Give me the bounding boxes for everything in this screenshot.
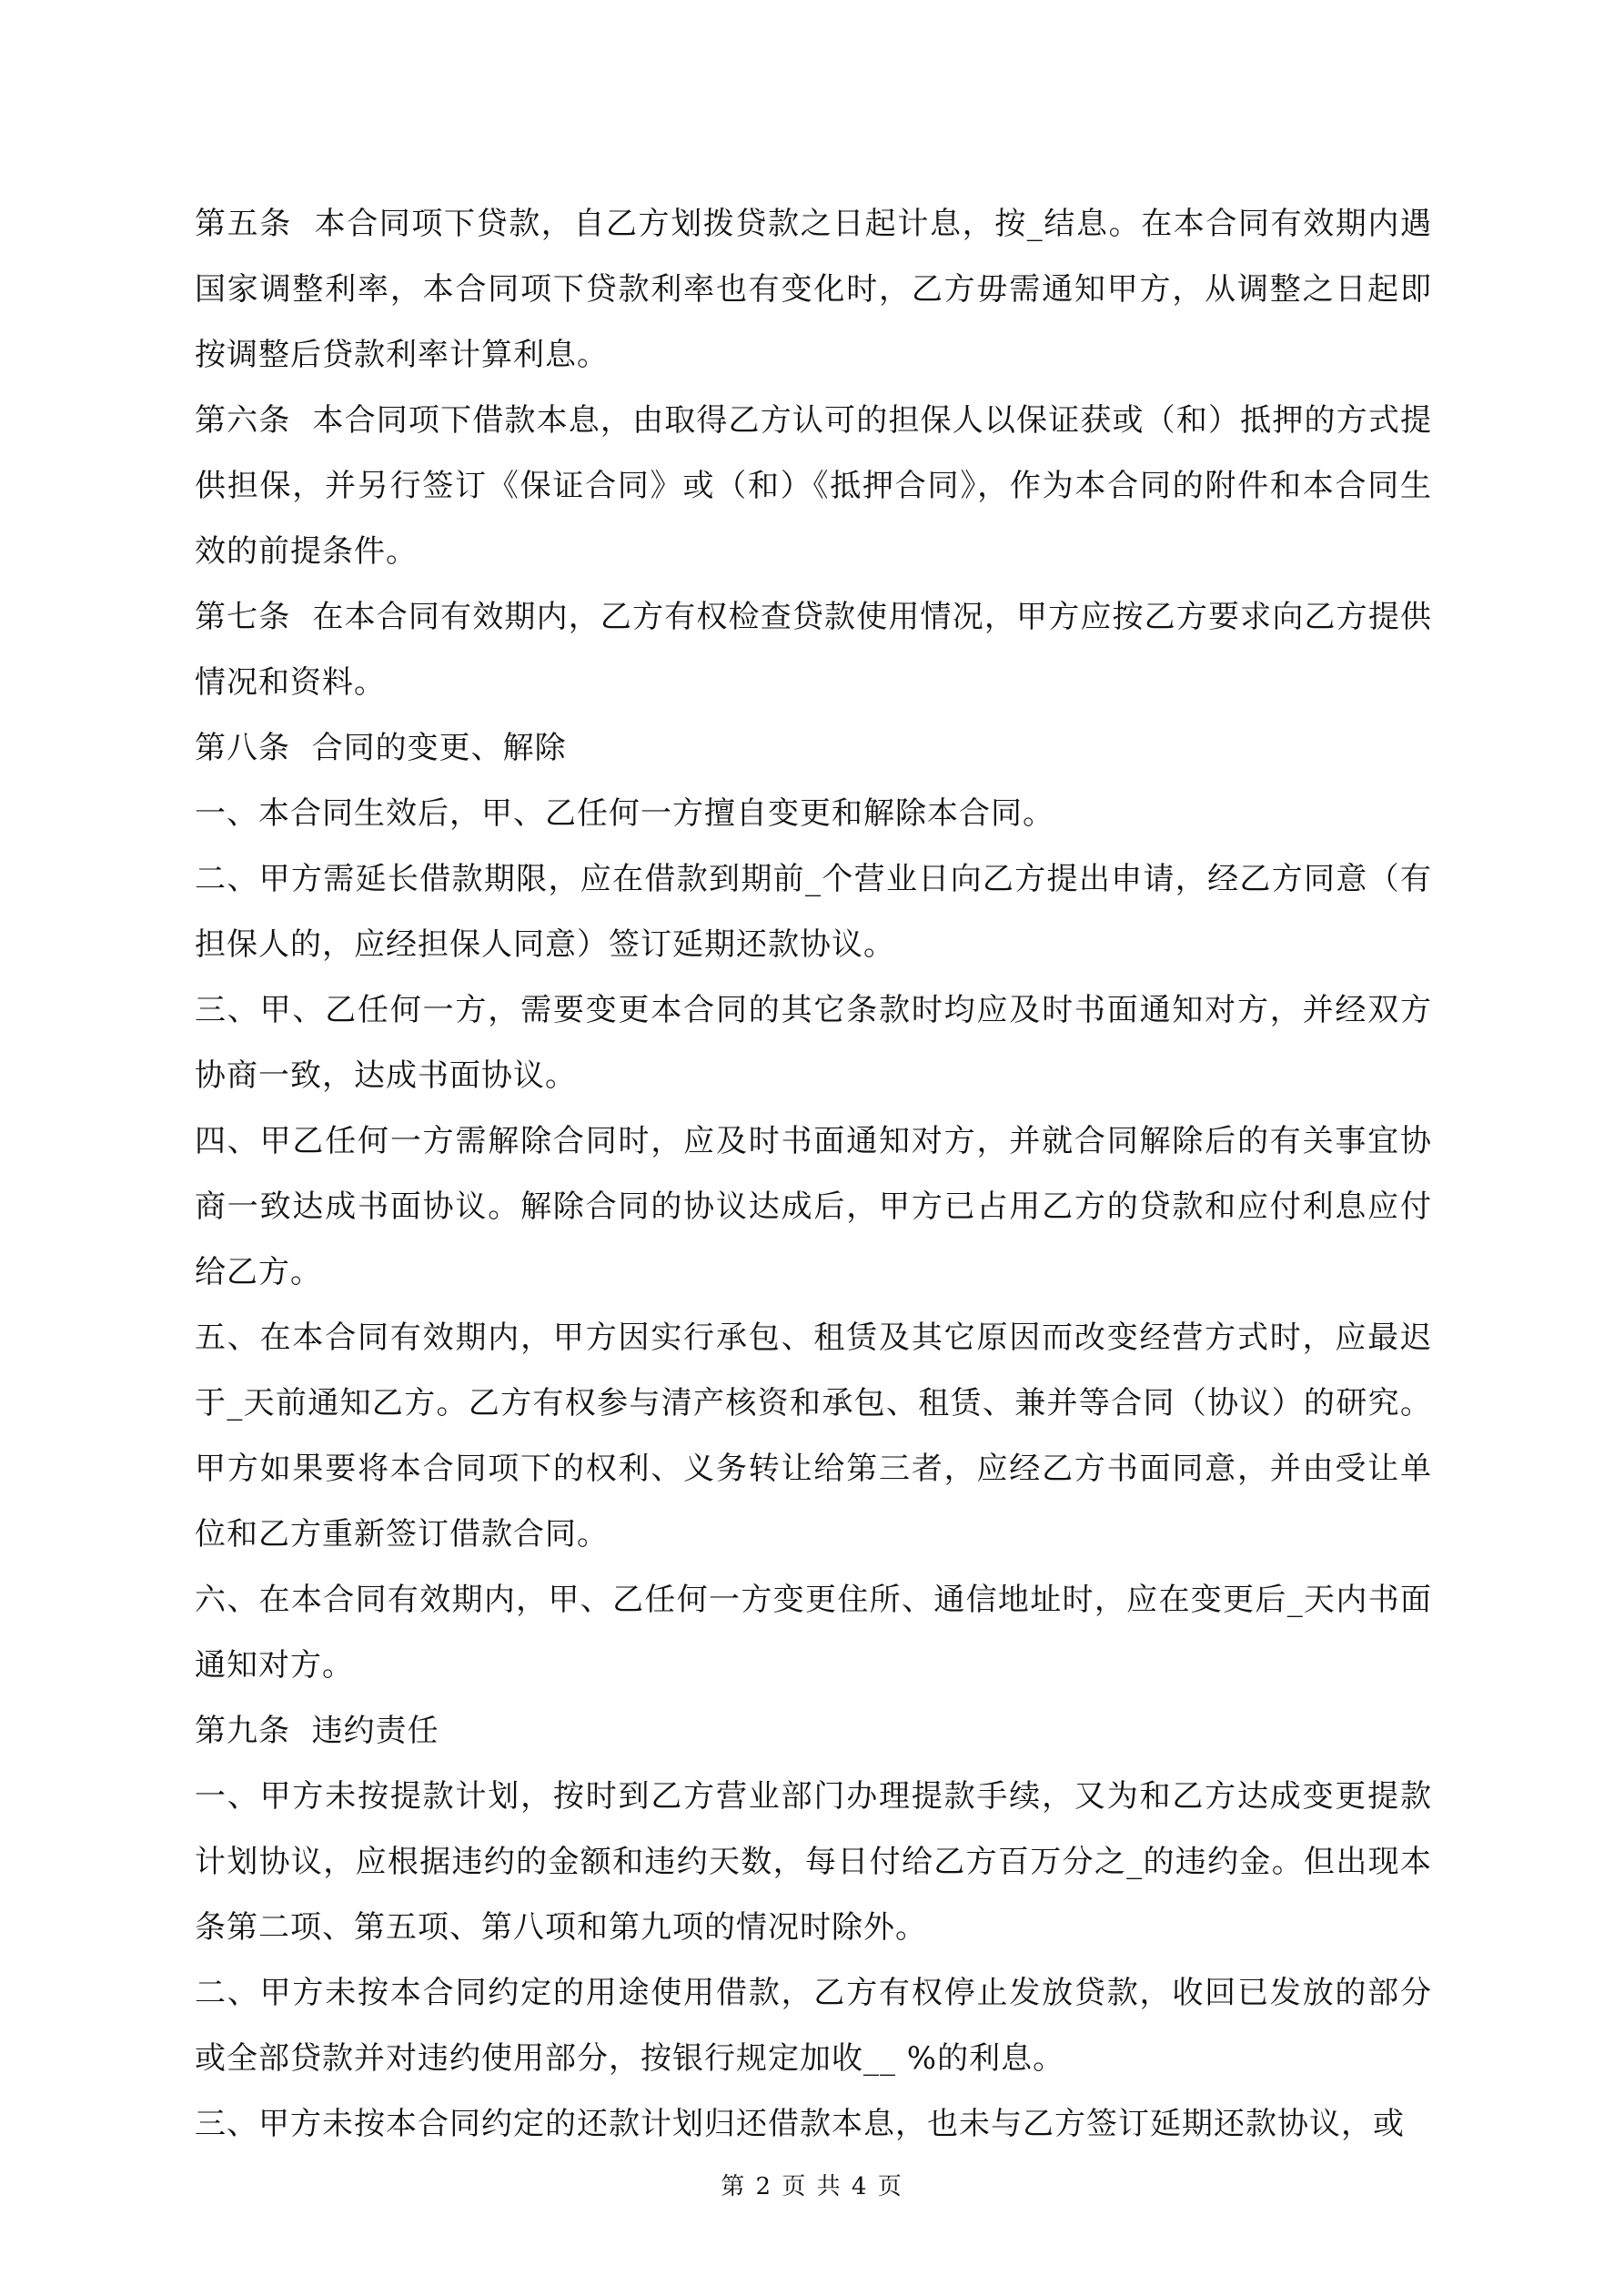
article-8-clause-4: 四、甲乙任何一方需解除合同时，应及时书面通知对方，并就合同解除后的有关事宜协商一致达成书面协议。解除合同的协议达成后，甲方已占用乙方的贷款和应付利息应付给乙方。 xyxy=(195,1123,1432,1290)
article-9-clause-2: 二、甲方未按本合同约定的用途使用借款，乙方有权停止发放贷款，收回已发放的部分或全部贷款并对违约使用部分，按银行规定加收__ %的利息。 xyxy=(195,1975,1432,2077)
article-5-paragraph: 第五条 本合同项下贷款，自乙方划拨贷款之日起计息，按_结息。在本合同有效期内遇国家调整利率，本合同项下贷款利率也有变化时，乙方毋需通知甲方，从调整之日起即按调整后贷款利率计算利息。 xyxy=(195,206,1432,373)
article-8-clause-6: 六、在本合同有效期内，甲、乙任何一方变更住所、通信地址时，应在变更后_天内书面通知对方。 xyxy=(195,1582,1432,1684)
article-8-heading: 第八条 合同的变更、解除 xyxy=(195,730,567,766)
article-8-clause-5: 五、在本合同有效期内，甲方因实行承包、租赁及其它原因而改变经营方式时，应最迟于_天前通知乙方。乙方有权参与清产核资和承包、租赁、兼并等合同（协议）的研究。甲方如果要将本合同项下的权利、义务转让给第三者，应经乙方书面同意，并由受让单位和乙方重新签订借款合同。 xyxy=(195,1320,1432,1553)
document-body xyxy=(195,191,1432,2157)
article-6-paragraph: 第六条 本合同项下借款本息，由取得乙方认可的担保人以保证获或（和）抵押的方式提供担保，并另行签订《保证合同》或（和）《抵押合同》，作为本合同的附件和本合同生效的前提条件。 xyxy=(195,402,1432,570)
page-number-footer: 第 2 页 共 4 页 xyxy=(721,2173,903,2200)
article-8-clause-3: 三、甲、乙任何一方，需要变更本合同的其它条款时均应及时书面通知对方，并经双方协商一致，达成书面协议。 xyxy=(195,992,1432,1094)
article-8-clause-1: 一、本合同生效后，甲、乙任何一方擅自变更和解除本合同。 xyxy=(195,795,1054,832)
article-9-clause-3: 三、甲方未按本合同约定的还款计划归还借款本息，也未与乙方签订延期还款协议，或 xyxy=(195,2106,1405,2142)
article-9-heading: 第九条 违约责任 xyxy=(195,1713,439,1749)
article-9-clause-1: 一、甲方未按提款计划，按时到乙方营业部门办理提款手续，又为和乙方达成变更提款计划协议，应根据违约的金额和违约天数，每日付给乙方百万分之_的违约金。但出现本条第二项、第五项、第八项和第九项的情况时除外。 xyxy=(195,1778,1432,1946)
article-8-clause-2: 二、甲方需延长借款期限，应在借款到期前_个营业日向乙方提出申请，经乙方同意（有担保人的，应经担保人同意）签订延期还款协议。 xyxy=(195,861,1432,963)
article-7-paragraph: 第七条 在本合同有效期内，乙方有权检查贷款使用情况，甲方应按乙方要求向乙方提供情况和资料。 xyxy=(195,599,1432,701)
